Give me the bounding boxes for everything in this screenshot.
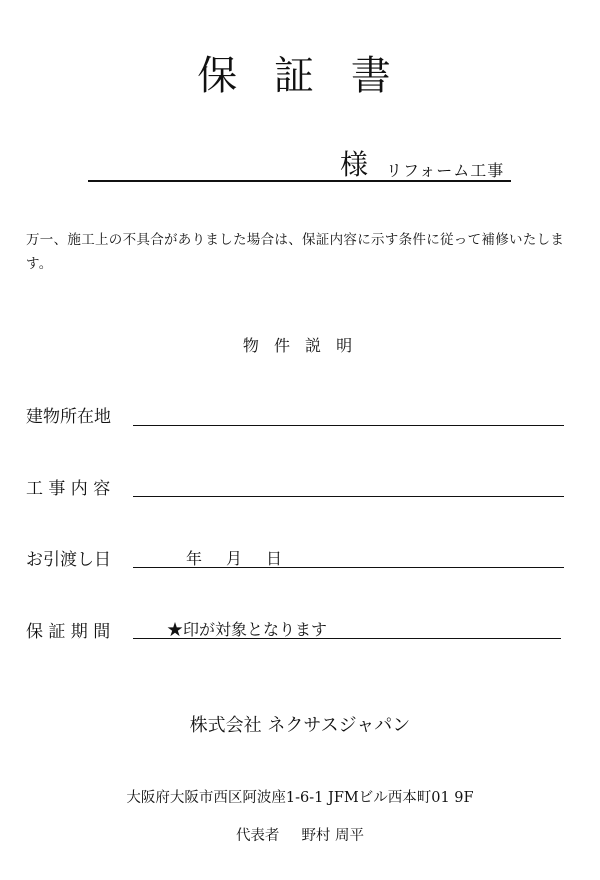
addressee-honorific: 様	[340, 148, 369, 181]
building-location-label: 建物所在地	[26, 407, 111, 427]
company-name: 株式会社 ネクサスジャパン	[189, 715, 411, 736]
work-content-line	[133, 496, 564, 497]
work-content-label: 工 事 内 容	[26, 479, 111, 499]
warranty-notice: 万一、施工上の不具合がありました場合は、保証内容に示す条件に従って補修いたします。	[26, 232, 565, 272]
document-title: 保 証 書	[197, 53, 403, 99]
company-address: 大阪府大阪市西区阿波座1-6-1 JFMビル西本町01 9F	[126, 790, 474, 806]
representative-name: 野村 周平	[301, 828, 365, 844]
work-type-label: リフォーム工事	[386, 161, 505, 180]
handover-date-value: 年 月 日	[186, 549, 287, 568]
warranty-period-label: 保 証 期 間	[26, 622, 111, 642]
representative-title: 代表者	[235, 828, 280, 844]
handover-date-line	[133, 567, 564, 568]
warranty-period-line	[133, 638, 561, 639]
warranty-period-value: ★印が対象となります	[167, 620, 328, 639]
representative	[0, 824, 600, 845]
property-section-heading: 物 件 説 明	[242, 336, 358, 355]
handover-date-label: お引渡し日	[26, 550, 111, 570]
building-location-line	[133, 425, 564, 426]
